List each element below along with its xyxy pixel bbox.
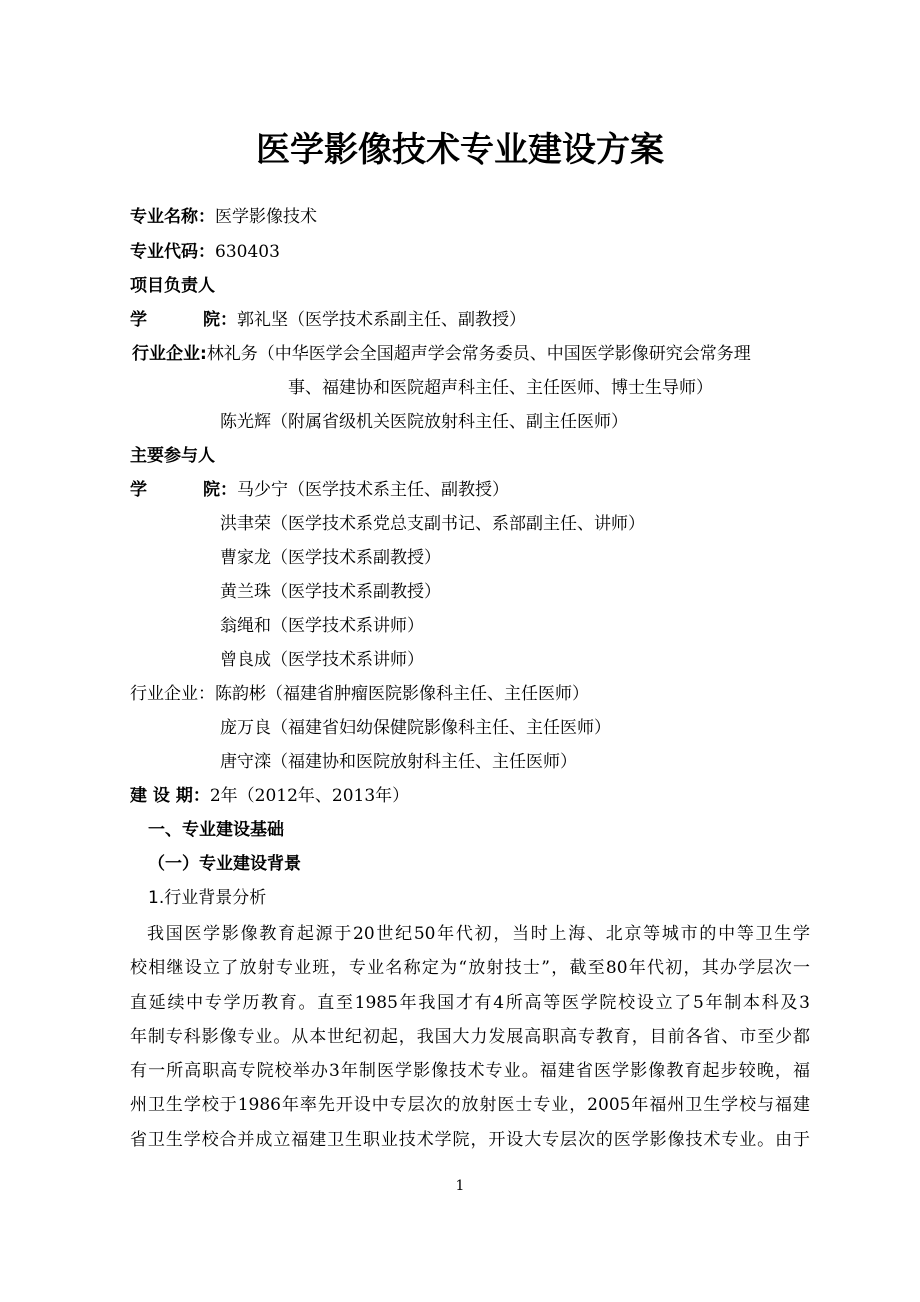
paragraph-line: 年制专科影像专业。从本世纪初起，我国大力发展高职高专教育，目前各省、市至少都 [130,1026,810,1047]
participant-industry-person: 陈韵彬（福建省肿瘤医院影像科主任、主任医师） [215,684,589,704]
participant-industry-person: 唐守滦（福建协和医院放射科主任、主任医师） [220,752,577,772]
page-number: 1 [455,1178,465,1194]
project-leader-heading: 项目负责人 [130,276,215,296]
leader-college-label-b: 院： [203,310,237,330]
paragraph-line: 省卫生学校合并成立福建卫生职业技术学院，开设大专层次的医学影像技术专业。由于 [130,1129,810,1150]
paragraph-line: 直延续中专学历教育。直至1985年我国才有4所高等医学院校设立了5年制本科及3 [130,992,810,1013]
participant-industry-person: 庞万良（福建省妇幼保健院影像科主任、主任医师） [220,718,611,738]
body-paragraph [130,917,810,1157]
leader-industry-person-1-line2: 事、福建协和医院超声科主任、主任医师、博士生导师） [288,378,713,398]
major-code-line [130,240,280,264]
participants-college-label-a: 学 [130,480,147,500]
subsection-heading: （一）专业建设背景 [148,854,301,874]
leader-college-line [130,308,526,332]
major-name-label: 专业名称： [130,207,215,227]
major-code-label: 专业代码： [130,242,215,262]
leader-industry-person-1-line1: 林礼务（中华医学会全国超声学会常务委员、中国医学影像研究会常务理 [206,344,751,364]
subsubsection-heading: 1.行业背景分析 [148,888,267,908]
participants-college-line [130,478,509,502]
participant-college-person: 黄兰珠（医学技术系副教授） [220,582,441,602]
leader-college-person: 郭礼坚（医学技术系副主任、副教授） [237,310,526,330]
paragraph-line: 校相继设立了放射专业班，专业名称定为“放射技士”，截至80年代初，其办学层次一 [130,958,810,979]
participants-heading: 主要参与人 [130,446,215,466]
paragraph-line: 州卫生学校于1986年率先开设中专层次的放射医士专业，2005年福州卫生学校与福建 [130,1095,810,1116]
participants-college-label-b: 院： [203,480,237,500]
document-title: 医学影像技术专业建设方案 [256,130,664,170]
major-name-line [130,205,317,229]
paragraph-line: 有一所高职高专院校举办3年制医学影像技术专业。福建省医学影像教育起步较晚，福 [130,1061,810,1082]
leader-industry-line [132,342,751,366]
build-period-line [130,784,409,808]
leader-college-label-a: 学 [130,310,147,330]
paragraph-line: 我国医学影像教育起源于20世纪50年代初，当时上海、北京等城市的中等卫生学 [147,924,810,944]
leader-industry-label: 行业企业: [132,344,207,364]
major-name-value: 医学影像技术 [215,207,317,227]
participant-college-person: 翁绳和（医学技术系讲师） [220,616,424,636]
participants-industry-label: 行业企业： [130,684,215,704]
build-period-value: 2年（2012年、2013年） [209,786,410,806]
section-heading: 一、专业建设基础 [148,820,284,840]
participants-industry-line [130,682,589,706]
participant-college-person: 曹家龙（医学技术系副教授） [220,548,441,568]
leader-industry-person-2: 陈光辉（附属省级机关医院放射科主任、副主任医师） [220,412,628,432]
participant-college-person: 马少宁（医学技术系主任、副教授） [237,480,509,500]
build-period-label: 建 设 期： [130,786,210,806]
participant-college-person: 曾良成（医学技术系讲师） [220,650,424,670]
major-code-value: 630403 [215,242,280,262]
participant-college-person: 洪聿荣（医学技术系党总支副书记、系部副主任、讲师） [220,514,645,534]
